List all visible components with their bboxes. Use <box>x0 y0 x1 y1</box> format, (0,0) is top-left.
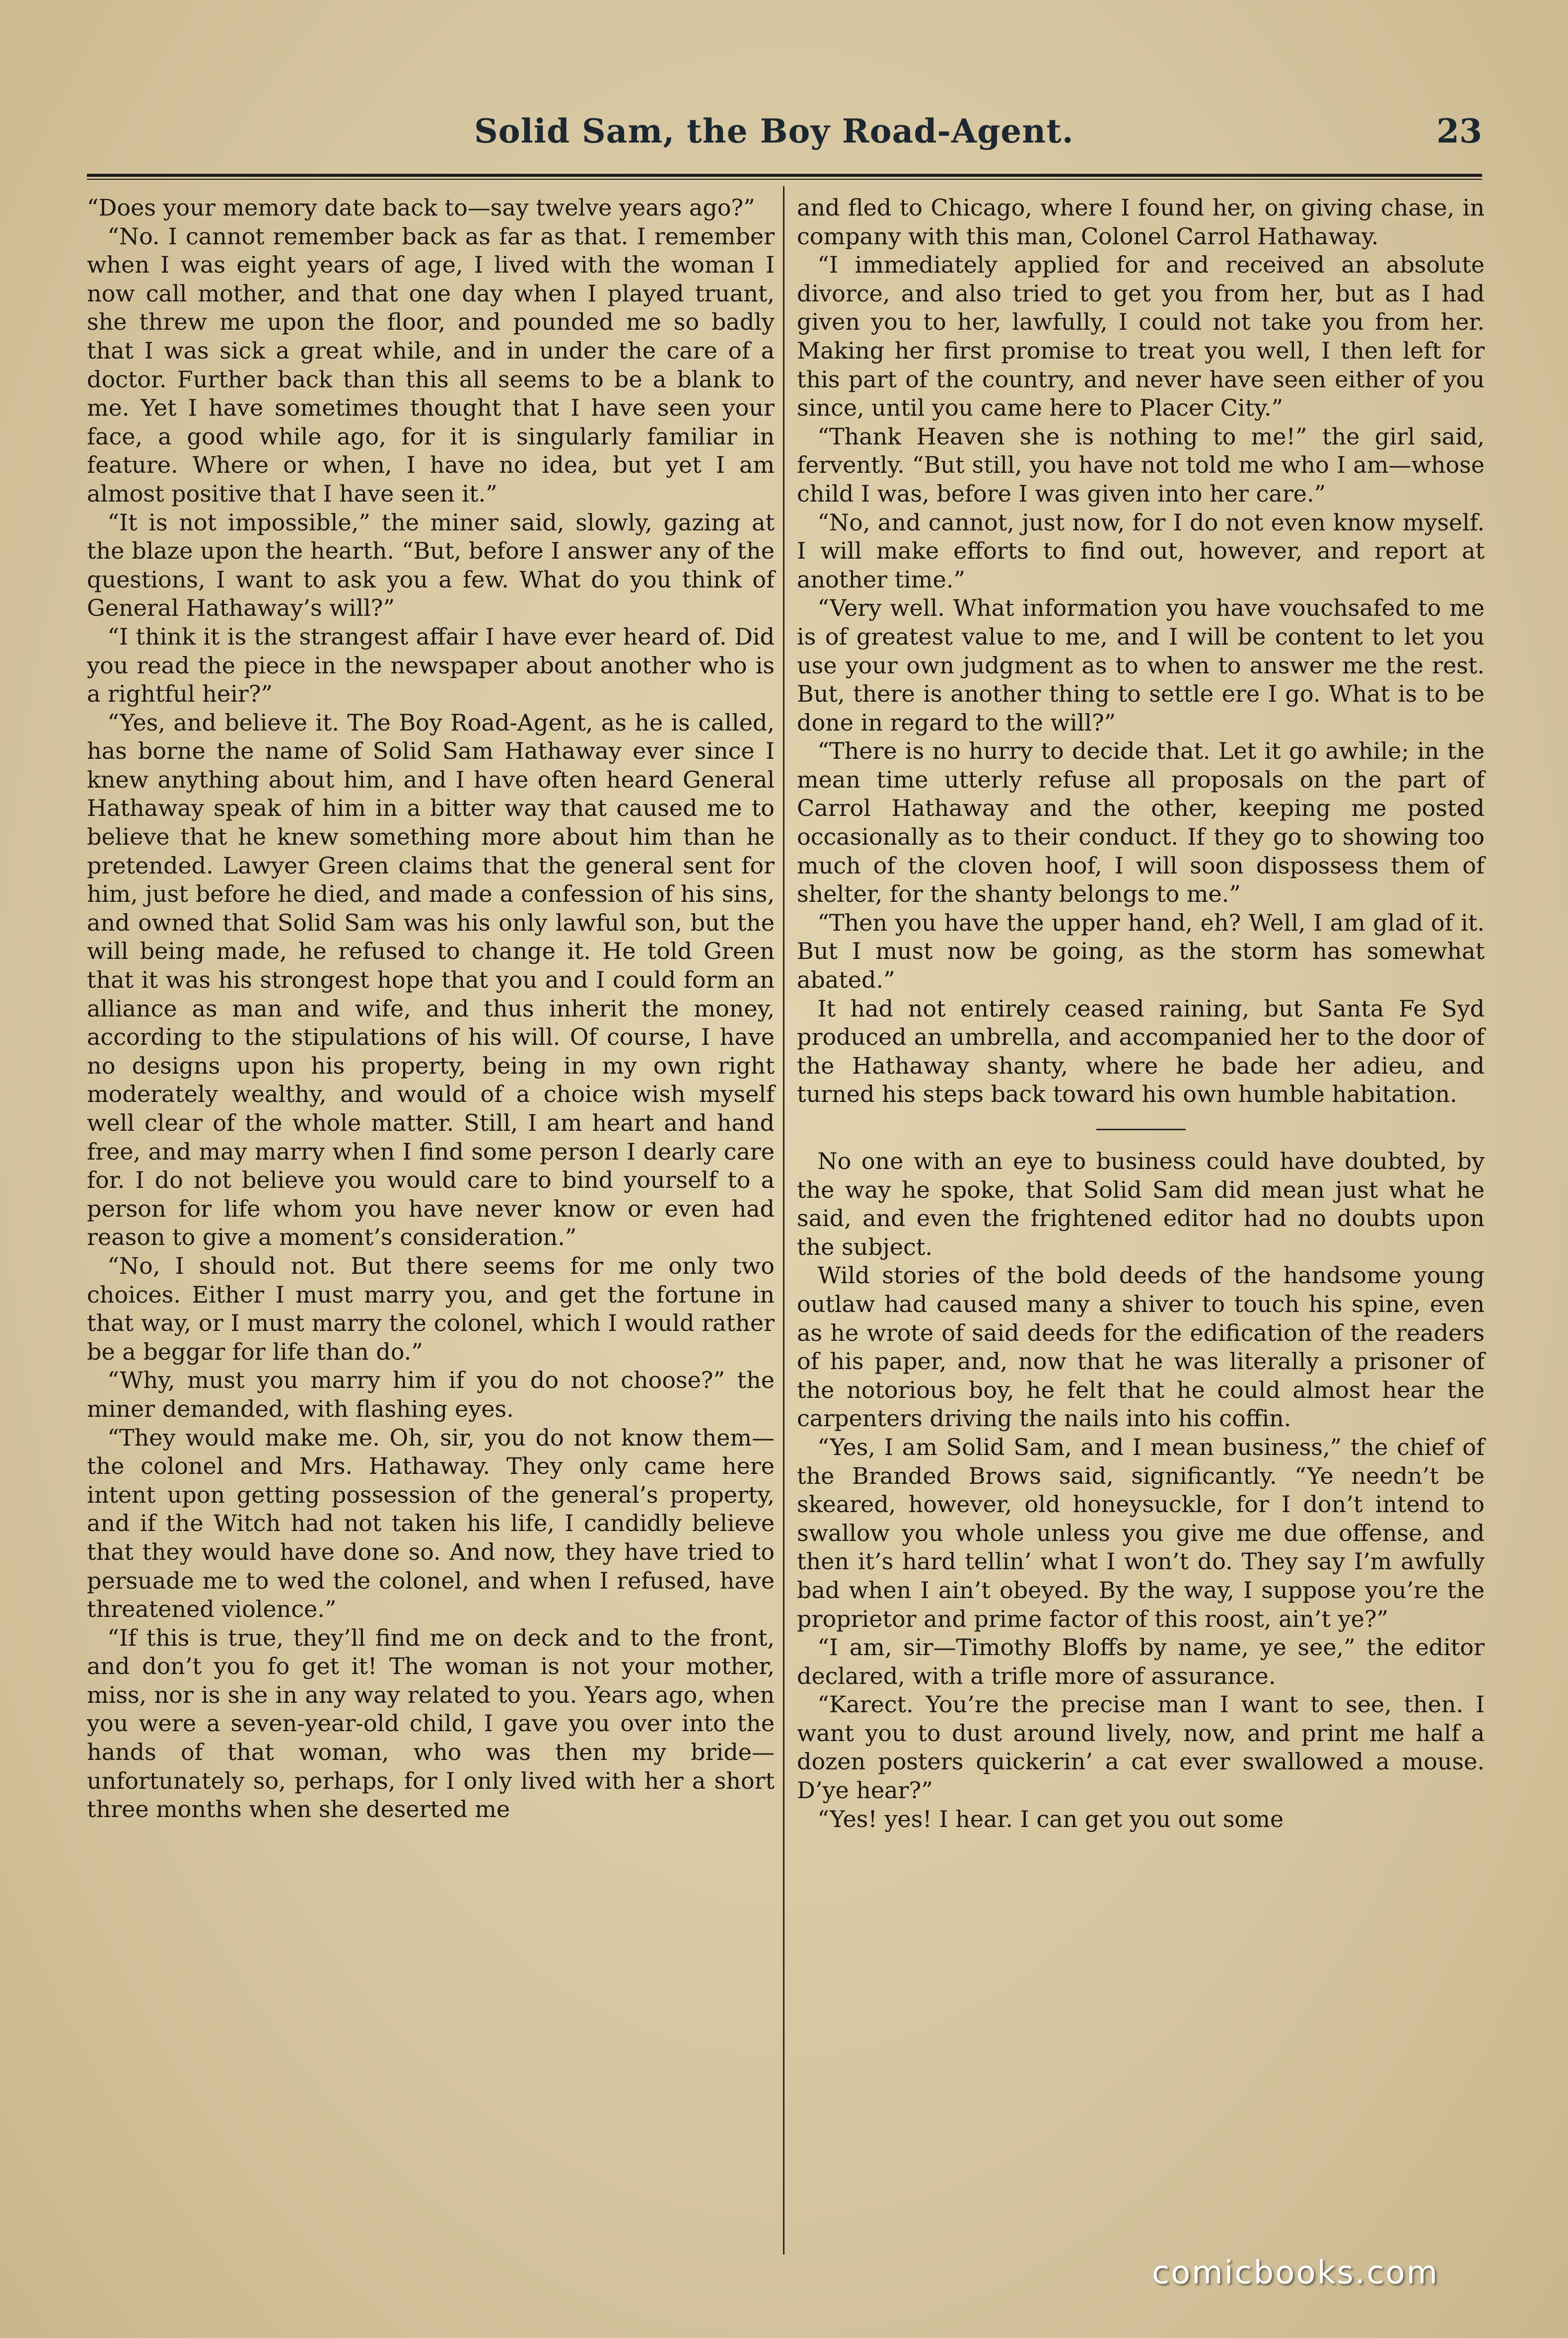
paragraph: It had not entirely ceased raining, but Santa Fe Syd produced an umbrella, and accompanied her to the door of the Hathaway shanty, where he bade her adieu, and turned his steps back toward his own humble habitation. <box>797 995 1485 1108</box>
paragraph: “Why, must you marry him if you do not choose?” the miner demanded, with flashing eyes. <box>87 1367 775 1422</box>
paragraph: “It is not impossible,” the miner said, slowly, gazing at the blaze upon the hearth. “But, before I answer any of the questions, I want to ask you a few. What do you think of General Hathaway’s will?” <box>87 509 775 622</box>
paragraph: “I immediately applied for and received an absolute divorce, and also tried to get you from her, but as I had given you to her, lawfully, I could not take you from her. Making her first promise to treat you well, I then left for this part of the country, and never have seen either of you since, until you came here to Placer City.” <box>797 251 1485 422</box>
running-header <box>87 102 1482 166</box>
paragraph: “There is no hurry to decide that. Let it go awhile; in the mean time utterly refuse all proposals on the part of Carrol Hathaway and the other, keeping me posted occasionally as to their conduct. If they go to showing too much of the cloven hoof, I will soon dispossess them of shelter, for the shanty belongs to me.” <box>797 737 1485 908</box>
page-number: 23 <box>1436 112 1482 150</box>
paragraph: “I think it is the strangest affair I have ever heard of. Did you read the piece in the newspaper about another who is a rightful heir?” <box>87 623 775 708</box>
paragraph: “No, and cannot, just now, for I do not even know myself. I will make efforts to find out, however, and report at another time.” <box>797 509 1485 593</box>
running-title: Solid Sam, the Boy Road-Agent. <box>474 112 1074 150</box>
paragraph: “No, I should not. But there seems for me only two choices. Either I must marry you, and get the fortune in that way, or I must marry the colonel, which I would rather be a beggar for life than do.” <box>87 1252 775 1365</box>
paragraph: “Yes, and believe it. The Boy Road-Agent, as he is called, has borne the name of Solid Sam Hathaway ever since I knew anything about him, and I have often heard General Hathaway speak of him in a bitter way that caused me to believe that he knew something more about him than he pretended. Lawyer Green claims that the general sent for him, just before he died, and made a confession of his sins, and owned that Solid Sam was his only lawful son, but the will being made, he refused to change it. He told Green that it was his strongest hope that you and I could form an alliance as man and wife, and thus inherit the money, according to the stipulations of his will. Of course, I have no designs upon his property, being in my own right moderately wealthy, and would of a choice wish myself well clear of the whole matter. Still, I am heart and hand free, and may marry when I find some person I dearly care for. I do not believe you would care to bind yourself to a person for life whom you have never know or even had reason to give a moment’s consideration.” <box>87 709 775 1251</box>
paragraph: “Yes! yes! I hear. I can get you out some <box>817 1805 1284 1832</box>
column-divider <box>783 186 784 2255</box>
paragraph: “Yes, I am Solid Sam, and I mean business,” the chief of the Branded Brows said, significantly. “Ye needn’t be skeared, however, old honeysuckle, for I don’t intend to swallow you whole unless you give me due offense, and then it’s hard tellin’ what I won’t do. They say I’m awfully bad when I ain’t obeyed. By the way, I suppose you’re the proprietor and prime factor of this roost, ain’t ye?” <box>797 1433 1485 1632</box>
paragraph: No one with an eye to business could have doubted, by the way he spoke, that Solid Sam did mean just what he said, and even the frightened editor had no doubts upon the subject. <box>797 1148 1485 1260</box>
header-rule <box>87 174 1482 180</box>
paragraph: “Thank Heaven she is nothing to me!” the girl said, fervently. “But still, you have not told me who I am—whose child I was, before I was given into her care.” <box>797 423 1485 507</box>
site-watermark: comicbooks.com <box>1152 2255 1439 2291</box>
paragraph: Wild stories of the bold deeds of the handsome young outlaw had caused many a shiver to touch his spine, even as he wrote of said deeds for the edification of the readers of his paper, and, now that he was literally a prisoner of the notorious boy, he felt that he could almost hear the carpenters driving the nails into his coffin. <box>797 1262 1485 1432</box>
right-column-bottom-section <box>797 1147 1485 1833</box>
left-column <box>87 194 775 1824</box>
paragraph: “Very well. What information you have vouchsafed to me is of greatest value to me, and I will be content to let you use your own judgment as to when to answer me the rest. But, there is another thing to settle ere I go. What is to be done in regard to the will?” <box>797 594 1485 736</box>
paragraph: “Karect. You’re the precise man I want to see, then. I want you to dust around lively, now, and print me half a dozen posters quickerin’ a cat ever swallowed a mouse. D’ye hear?” <box>797 1691 1485 1804</box>
right-column <box>797 194 1485 1833</box>
paragraph: “They would make me. Oh, sir, you do not know them—the colonel and Mrs. Hathaway. They only came here intent upon getting possession of the general’s property, and if the Witch had not taken his life, I candidly believe that they would have done so. And now, they have tried to persuade me to wed the colonel, and when I refused, have threatened violence.” <box>87 1424 775 1623</box>
paragraph: “No. I cannot remember back as far as that. I remember when I was eight years of age, I lived with the woman I now call mother, and that one day when I played truant, she threw me upon the floor, and pounded me so badly that I was sick a great while, and in under the care of a doctor. Further back than this all seems to be a blank to me. Yet I have sometimes thought that I have seen your face, a good while ago, for it is singularly familiar in feature. Where or when, I have no idea, but yet I am almost positive that I have seen it.” <box>87 222 775 507</box>
paragraph: “I am, sir—Timothy Bloffs by name, ye see,” the editor declared, with a trifle more of assurance. <box>797 1634 1485 1689</box>
right-column-top-section <box>797 194 1485 1109</box>
paragraph: and fled to Chicago, where I found her, on giving chase, in company with this man, Colonel Carrol Hathaway. <box>797 194 1485 250</box>
paragraph: “Then you have the upper hand, eh? Well, I am glad of it. But I must now be going, as the storm has somewhat abated.” <box>797 909 1485 994</box>
paragraph: “If this is true, they’ll find me on deck and to the front, and don’t you fo get it! The woman is not your mother, miss, nor is she in any way related to you. Years ago, when you were a seven-year-old child, I gave you over into the hands of that woman, who was then my bride—unfortunately so, perhaps, for I only lived with her a short three months when she deserted me <box>87 1624 775 1823</box>
section-separator <box>1096 1129 1186 1130</box>
paragraph: “Does your memory date back to—say twelve years ago?” <box>87 194 755 221</box>
